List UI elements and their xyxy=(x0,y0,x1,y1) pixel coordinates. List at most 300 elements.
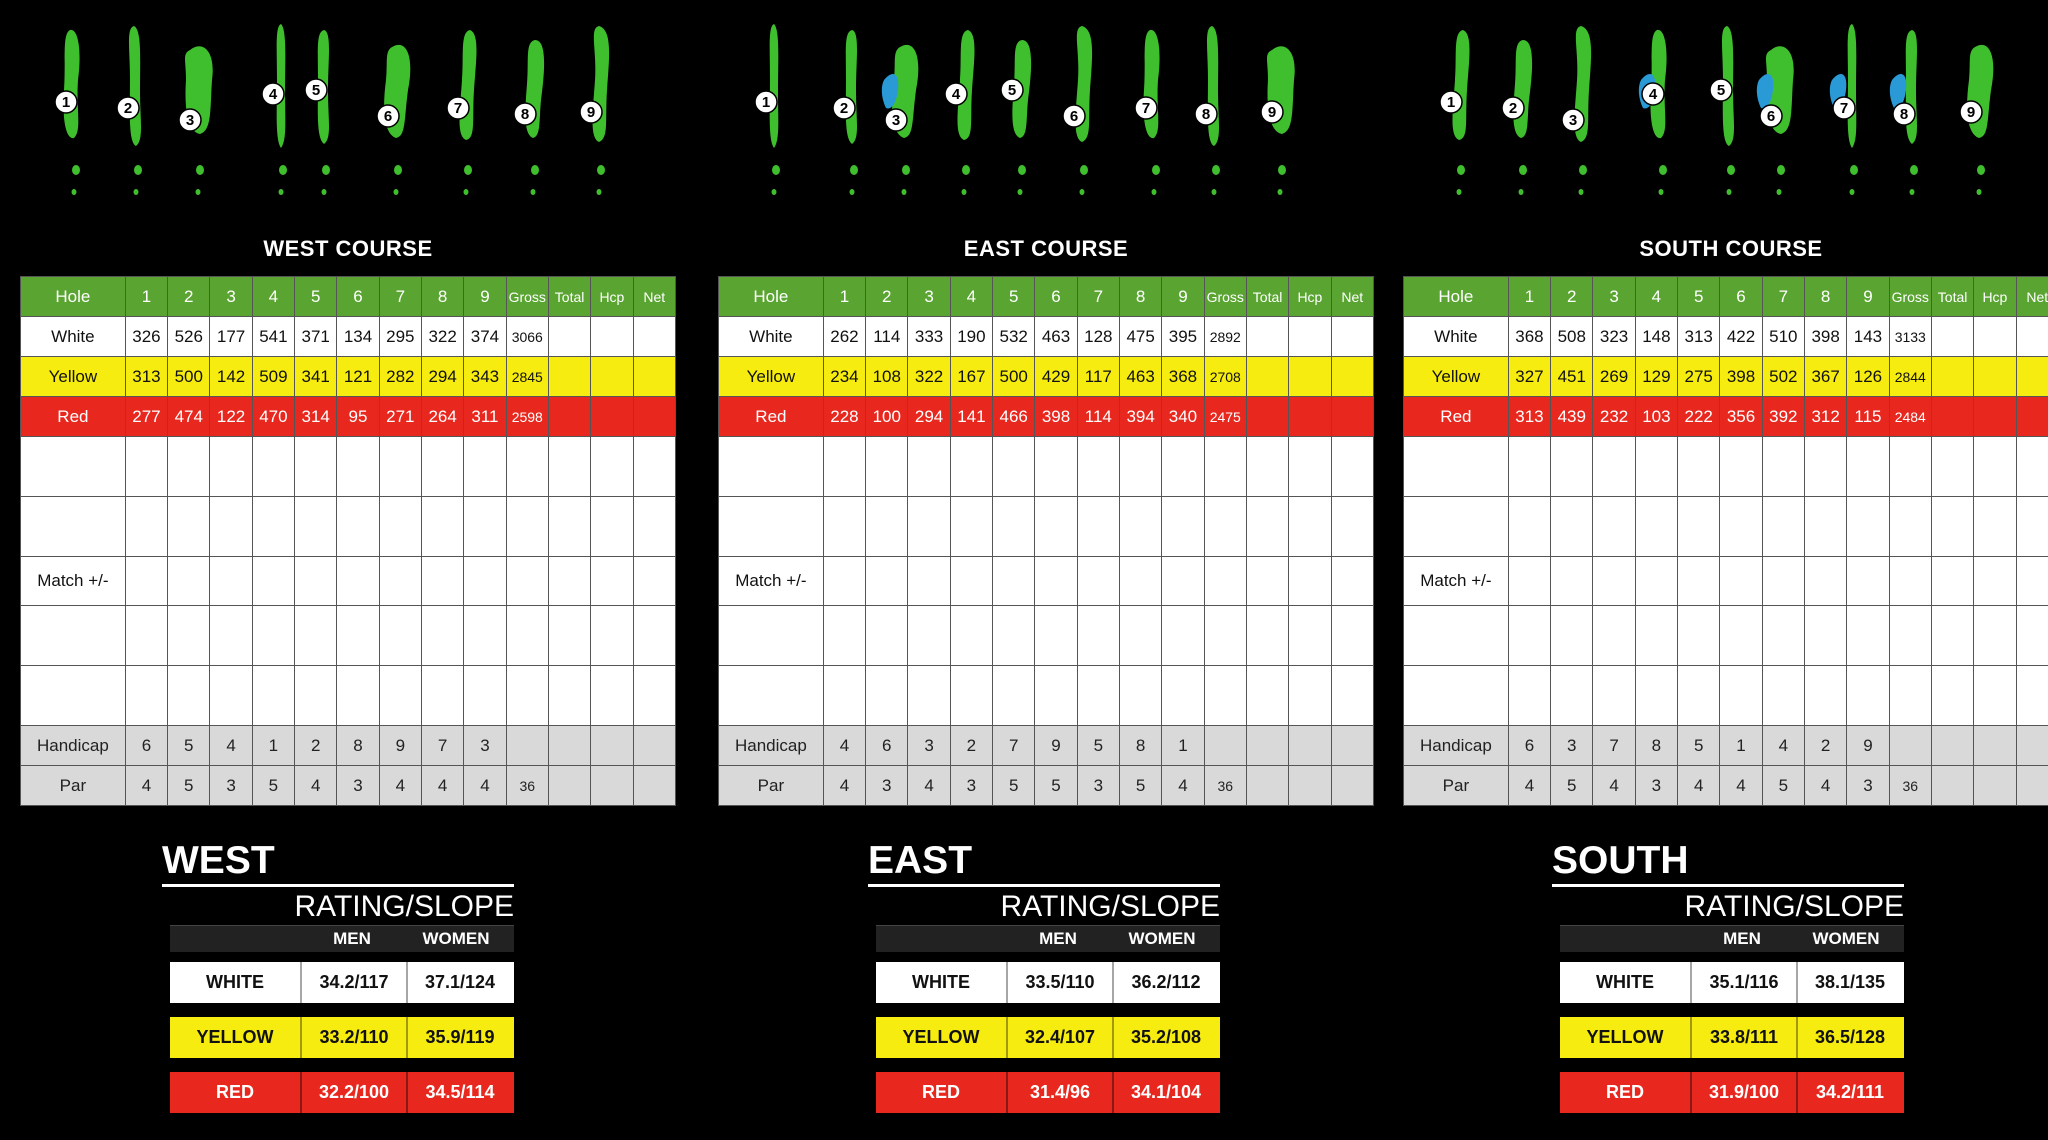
score-cell[interactable] xyxy=(1974,437,2016,497)
score-cell[interactable] xyxy=(1804,666,1846,726)
score-cell[interactable] xyxy=(633,606,675,666)
score-cell[interactable] xyxy=(950,606,992,666)
score-cell[interactable] xyxy=(168,437,210,497)
score-cell[interactable] xyxy=(1762,606,1804,666)
score-cell: 314 xyxy=(295,397,337,437)
hole-map-4 xyxy=(938,20,994,220)
score-cell[interactable] xyxy=(337,666,379,726)
score-cell[interactable] xyxy=(210,497,252,557)
score-cell[interactable] xyxy=(2016,606,2048,666)
hole-map-9 xyxy=(573,20,629,220)
score-cell[interactable] xyxy=(1246,606,1288,666)
score-cell[interactable] xyxy=(1593,557,1635,606)
tee-box xyxy=(1579,165,1587,175)
score-cell: 2 xyxy=(1551,277,1593,317)
hole-number: 6 xyxy=(1766,108,1776,125)
tee-box xyxy=(1212,165,1220,175)
score-cell[interactable] xyxy=(633,497,675,557)
hole-number: 1 xyxy=(1446,94,1456,111)
score-cell[interactable] xyxy=(168,606,210,666)
score-cell[interactable] xyxy=(1508,497,1550,557)
score-cell[interactable] xyxy=(295,497,337,557)
score-cell[interactable] xyxy=(591,557,633,606)
score-cell[interactable] xyxy=(337,437,379,497)
row-label xyxy=(21,497,126,557)
score-cell[interactable] xyxy=(633,437,675,497)
score-cell[interactable] xyxy=(1077,437,1119,497)
score-cell[interactable] xyxy=(1551,437,1593,497)
score-cell[interactable] xyxy=(506,557,548,606)
hole-number: 7 xyxy=(1141,100,1151,117)
score-cell[interactable] xyxy=(295,666,337,726)
score-cell[interactable] xyxy=(993,666,1035,726)
score-cell[interactable] xyxy=(548,606,590,666)
row-label xyxy=(1404,497,1509,557)
score-cell[interactable] xyxy=(1804,497,1846,557)
rating-row-yellow xyxy=(876,1017,1220,1058)
score-cell[interactable] xyxy=(379,606,421,666)
player-score-row xyxy=(719,606,1374,666)
tee-box xyxy=(1659,189,1664,195)
score-cell[interactable] xyxy=(1720,606,1762,666)
score-cell[interactable] xyxy=(1678,437,1720,497)
score-cell: 368 xyxy=(1162,357,1204,397)
score-cell[interactable] xyxy=(1635,606,1677,666)
score-cell[interactable] xyxy=(823,497,865,557)
score-cell: 4 xyxy=(1593,766,1635,806)
score-cell[interactable] xyxy=(908,437,950,497)
score-cell[interactable] xyxy=(2016,437,2048,497)
score-cell[interactable] xyxy=(421,557,463,606)
score-cell[interactable] xyxy=(337,497,379,557)
score-cell[interactable] xyxy=(210,666,252,726)
score-cell[interactable] xyxy=(1508,666,1550,726)
score-cell[interactable] xyxy=(1678,666,1720,726)
fairway-shape xyxy=(1207,26,1219,146)
score-cell[interactable] xyxy=(1289,666,1331,726)
score-cell: 502 xyxy=(1762,357,1804,397)
match-row xyxy=(21,557,676,606)
women-rating: 34.2/111 xyxy=(1796,1072,1902,1113)
score-cell[interactable] xyxy=(125,606,167,666)
score-cell[interactable] xyxy=(295,437,337,497)
score-cell[interactable] xyxy=(506,666,548,726)
score-cell[interactable] xyxy=(823,606,865,666)
score-cell[interactable] xyxy=(464,437,506,497)
fairway-shape xyxy=(63,30,79,138)
score-cell: 3 xyxy=(908,726,950,766)
score-cell[interactable] xyxy=(1331,666,1373,726)
score-cell[interactable] xyxy=(1762,557,1804,606)
score-cell[interactable] xyxy=(1804,606,1846,666)
score-cell: 114 xyxy=(866,317,908,357)
score-cell[interactable] xyxy=(823,666,865,726)
hole-number: 5 xyxy=(1007,82,1017,99)
score-cell[interactable] xyxy=(1593,666,1635,726)
score-cell[interactable] xyxy=(1593,437,1635,497)
score-cell[interactable] xyxy=(379,557,421,606)
score-cell[interactable] xyxy=(252,497,294,557)
score-cell[interactable] xyxy=(464,666,506,726)
fairway-shape xyxy=(846,30,857,144)
score-cell[interactable] xyxy=(2016,557,2048,606)
score-cell[interactable] xyxy=(1077,666,1119,726)
score-cell[interactable] xyxy=(1077,606,1119,666)
tee-box xyxy=(1018,165,1026,175)
score-cell: 117 xyxy=(1077,357,1119,397)
score-cell[interactable] xyxy=(1119,557,1161,606)
score-cell: 9 xyxy=(464,277,506,317)
player-score-row xyxy=(719,437,1374,497)
score-cell[interactable] xyxy=(1035,666,1077,726)
score-cell: 1 xyxy=(1720,726,1762,766)
score-cell[interactable] xyxy=(379,437,421,497)
score-cell: 228 xyxy=(823,397,865,437)
score-cell: 2892 xyxy=(1204,317,1246,357)
score-cell: 8 xyxy=(1635,726,1677,766)
score-cell: 5 xyxy=(1119,766,1161,806)
score-cell[interactable] xyxy=(1931,666,1973,726)
score-cell xyxy=(1931,357,1973,397)
score-cell[interactable] xyxy=(1508,557,1550,606)
score-cell: 282 xyxy=(379,357,421,397)
hole-map-3 xyxy=(878,20,934,220)
score-cell: 311 xyxy=(464,397,506,437)
score-cell[interactable] xyxy=(421,666,463,726)
score-cell[interactable] xyxy=(421,437,463,497)
score-cell[interactable] xyxy=(337,557,379,606)
score-cell[interactable] xyxy=(252,557,294,606)
hole-map-6 xyxy=(370,20,426,220)
tee-name: RED xyxy=(215,1082,254,1102)
score-cell[interactable] xyxy=(421,497,463,557)
score-cell[interactable] xyxy=(210,557,252,606)
score-cell[interactable] xyxy=(1204,557,1246,606)
score-cell: 121 xyxy=(337,357,379,397)
score-cell[interactable] xyxy=(548,666,590,726)
score-cell[interactable] xyxy=(1889,606,1931,666)
score-cell[interactable] xyxy=(337,606,379,666)
score-cell[interactable] xyxy=(1077,557,1119,606)
score-cell[interactable] xyxy=(1931,497,1973,557)
score-cell[interactable] xyxy=(168,557,210,606)
men-rating: 33.2/110 xyxy=(300,1017,406,1058)
score-cell: 2 xyxy=(1804,726,1846,766)
score-cell[interactable] xyxy=(1035,437,1077,497)
score-cell[interactable] xyxy=(1974,557,2016,606)
score-cell[interactable] xyxy=(379,497,421,557)
score-cell: 2844 xyxy=(1889,357,1931,397)
score-cell[interactable] xyxy=(1635,557,1677,606)
score-cell[interactable] xyxy=(125,557,167,606)
score-cell[interactable] xyxy=(2016,666,2048,726)
score-cell[interactable] xyxy=(1720,666,1762,726)
score-cell[interactable] xyxy=(1204,606,1246,666)
hole-number: 2 xyxy=(1508,100,1518,117)
tee-box xyxy=(1579,189,1584,195)
score-cell[interactable] xyxy=(1931,606,1973,666)
score-cell[interactable] xyxy=(464,497,506,557)
score-cell[interactable] xyxy=(1551,606,1593,666)
score-cell[interactable] xyxy=(1678,557,1720,606)
score-cell[interactable] xyxy=(1931,437,1973,497)
score-cell: 126 xyxy=(1847,357,1889,397)
match-row xyxy=(719,557,1374,606)
rating-row-yellow xyxy=(170,1017,514,1058)
score-cell[interactable] xyxy=(591,497,633,557)
score-cell[interactable] xyxy=(125,437,167,497)
score-cell[interactable] xyxy=(252,606,294,666)
score-cell[interactable] xyxy=(1035,557,1077,606)
row-label: Par xyxy=(719,766,824,806)
women-rating: 35.2/108 xyxy=(1112,1017,1218,1058)
score-cell: 5 xyxy=(252,766,294,806)
score-cell[interactable] xyxy=(1931,557,1973,606)
score-cell[interactable] xyxy=(1889,557,1931,606)
score-cell[interactable] xyxy=(1508,437,1550,497)
score-cell: 8 xyxy=(337,726,379,766)
score-cell: 340 xyxy=(1162,397,1204,437)
score-cell[interactable] xyxy=(1331,606,1373,666)
score-cell[interactable] xyxy=(866,497,908,557)
score-cell[interactable] xyxy=(252,437,294,497)
score-cell xyxy=(1331,766,1373,806)
tee-box xyxy=(464,165,472,175)
score-cell[interactable] xyxy=(464,557,506,606)
score-cell[interactable] xyxy=(950,666,992,726)
score-cell[interactable] xyxy=(1508,606,1550,666)
score-cell[interactable] xyxy=(125,497,167,557)
score-cell[interactable] xyxy=(1119,437,1161,497)
score-cell[interactable] xyxy=(591,666,633,726)
score-cell[interactable] xyxy=(1678,497,1720,557)
score-cell[interactable] xyxy=(125,666,167,726)
score-cell[interactable] xyxy=(908,557,950,606)
score-cell: 103 xyxy=(1635,397,1677,437)
score-cell: 500 xyxy=(168,357,210,397)
score-cell[interactable] xyxy=(1635,437,1677,497)
score-cell[interactable] xyxy=(548,557,590,606)
score-cell: 1 xyxy=(823,277,865,317)
score-cell[interactable] xyxy=(1162,606,1204,666)
score-cell[interactable] xyxy=(1162,497,1204,557)
score-cell[interactable] xyxy=(591,606,633,666)
score-cell[interactable] xyxy=(950,557,992,606)
score-cell[interactable] xyxy=(1119,606,1161,666)
score-cell[interactable] xyxy=(908,666,950,726)
score-cell[interactable] xyxy=(993,606,1035,666)
score-cell[interactable] xyxy=(1246,557,1288,606)
score-cell[interactable] xyxy=(1974,497,2016,557)
score-cell[interactable] xyxy=(1635,666,1677,726)
tee-box xyxy=(1727,189,1732,195)
score-cell[interactable] xyxy=(908,497,950,557)
score-cell[interactable] xyxy=(1289,437,1331,497)
score-cell: 371 xyxy=(295,317,337,357)
score-cell[interactable] xyxy=(1762,437,1804,497)
score-cell: 6 xyxy=(1035,277,1077,317)
row-label: Match +/- xyxy=(719,557,824,606)
west-hole-maps xyxy=(20,20,676,225)
tee-name: WHITE xyxy=(1596,972,1654,992)
score-cell[interactable] xyxy=(866,437,908,497)
score-cell[interactable] xyxy=(866,666,908,726)
score-cell[interactable] xyxy=(295,606,337,666)
score-cell[interactable] xyxy=(1551,497,1593,557)
score-cell[interactable] xyxy=(1678,606,1720,666)
score-cell[interactable] xyxy=(993,557,1035,606)
player-score-row xyxy=(21,497,676,557)
score-cell[interactable] xyxy=(823,437,865,497)
score-cell[interactable] xyxy=(1204,437,1246,497)
score-cell: 5 xyxy=(168,766,210,806)
score-cell[interactable] xyxy=(1720,557,1762,606)
east-course xyxy=(718,0,1374,1140)
score-cell[interactable] xyxy=(168,497,210,557)
tee-box xyxy=(1777,165,1785,175)
player-score-row xyxy=(21,437,676,497)
score-cell: 222 xyxy=(1678,397,1720,437)
score-cell: 6 xyxy=(337,277,379,317)
score-cell[interactable] xyxy=(1551,666,1593,726)
score-cell[interactable] xyxy=(1551,557,1593,606)
score-cell[interactable] xyxy=(1974,666,2016,726)
score-cell[interactable] xyxy=(506,606,548,666)
score-cell[interactable] xyxy=(823,557,865,606)
score-cell[interactable] xyxy=(1889,497,1931,557)
score-cell[interactable] xyxy=(908,606,950,666)
score-cell[interactable] xyxy=(464,606,506,666)
score-cell: 326 xyxy=(125,317,167,357)
tee-box xyxy=(394,165,402,175)
score-cell[interactable] xyxy=(1289,557,1331,606)
score-cell: 463 xyxy=(1119,357,1161,397)
score-cell[interactable] xyxy=(1974,606,2016,666)
score-cell[interactable] xyxy=(1889,437,1931,497)
score-cell xyxy=(2016,317,2048,357)
score-cell[interactable] xyxy=(1035,606,1077,666)
score-cell xyxy=(1289,726,1331,766)
score-cell: 128 xyxy=(1077,317,1119,357)
score-cell[interactable] xyxy=(1162,666,1204,726)
score-cell: 313 xyxy=(125,357,167,397)
score-cell[interactable] xyxy=(1289,497,1331,557)
score-cell[interactable] xyxy=(1889,666,1931,726)
score-cell[interactable] xyxy=(1331,437,1373,497)
score-cell[interactable] xyxy=(1246,497,1288,557)
score-cell xyxy=(1246,357,1288,397)
score-cell[interactable] xyxy=(252,666,294,726)
score-cell[interactable] xyxy=(993,437,1035,497)
score-cell[interactable] xyxy=(1762,666,1804,726)
score-cell xyxy=(1931,766,1973,806)
score-cell[interactable] xyxy=(506,497,548,557)
score-cell[interactable] xyxy=(1847,666,1889,726)
handicap-row xyxy=(719,726,1374,766)
score-cell[interactable] xyxy=(1119,497,1161,557)
men-rating: 33.5/110 xyxy=(1006,962,1112,1003)
score-cell[interactable] xyxy=(1635,497,1677,557)
row-label: White xyxy=(1404,317,1509,357)
score-cell[interactable] xyxy=(1331,557,1373,606)
score-cell[interactable] xyxy=(591,437,633,497)
red-tee-row xyxy=(719,397,1374,437)
score-cell[interactable] xyxy=(1593,606,1635,666)
score-cell[interactable] xyxy=(1289,606,1331,666)
score-cell[interactable] xyxy=(168,666,210,726)
score-cell[interactable] xyxy=(1847,437,1889,497)
score-cell[interactable] xyxy=(295,557,337,606)
player-score-row xyxy=(1404,666,2048,726)
score-cell[interactable] xyxy=(1847,497,1889,557)
score-cell[interactable] xyxy=(379,666,421,726)
score-cell[interactable] xyxy=(633,557,675,606)
tee-box xyxy=(1977,165,1985,175)
tee-box xyxy=(597,189,602,195)
score-cell[interactable] xyxy=(1246,437,1288,497)
score-cell[interactable] xyxy=(1204,666,1246,726)
rating-course-name: WEST xyxy=(162,838,514,887)
score-cell[interactable] xyxy=(1162,437,1204,497)
score-cell[interactable] xyxy=(1720,497,1762,557)
score-cell[interactable] xyxy=(993,497,1035,557)
score-cell: 269 xyxy=(1593,357,1635,397)
score-cell[interactable] xyxy=(548,497,590,557)
score-cell[interactable] xyxy=(506,437,548,497)
score-cell[interactable] xyxy=(1162,557,1204,606)
score-cell[interactable] xyxy=(548,437,590,497)
fairway-shape xyxy=(1453,30,1470,140)
hole-header-row xyxy=(21,277,676,317)
score-cell[interactable] xyxy=(210,606,252,666)
score-cell[interactable] xyxy=(210,437,252,497)
red-tee-row xyxy=(21,397,676,437)
tee-box xyxy=(1659,165,1667,175)
score-cell[interactable] xyxy=(866,557,908,606)
score-cell[interactable] xyxy=(1331,497,1373,557)
score-cell[interactable] xyxy=(2016,497,2048,557)
score-cell[interactable] xyxy=(1204,497,1246,557)
score-cell[interactable] xyxy=(1804,557,1846,606)
score-cell[interactable] xyxy=(1720,437,1762,497)
score-cell[interactable] xyxy=(421,606,463,666)
score-cell[interactable] xyxy=(633,666,675,726)
score-cell[interactable] xyxy=(950,437,992,497)
score-cell: 36 xyxy=(1204,766,1246,806)
score-cell[interactable] xyxy=(1593,497,1635,557)
score-cell: 294 xyxy=(908,397,950,437)
tee-box xyxy=(1519,189,1524,195)
score-cell: 474 xyxy=(168,397,210,437)
tee-col-header xyxy=(876,926,1006,952)
score-cell[interactable] xyxy=(1847,606,1889,666)
score-cell[interactable] xyxy=(1847,557,1889,606)
par-row xyxy=(719,766,1374,806)
score-cell[interactable] xyxy=(950,497,992,557)
score-cell: 3 xyxy=(866,766,908,806)
row-label: Par xyxy=(21,766,126,806)
tee-box xyxy=(464,189,469,195)
score-cell[interactable] xyxy=(1077,497,1119,557)
hole-map-8 xyxy=(507,20,563,220)
score-cell[interactable] xyxy=(1762,497,1804,557)
score-cell[interactable] xyxy=(1246,666,1288,726)
score-cell[interactable] xyxy=(1035,497,1077,557)
score-cell[interactable] xyxy=(866,606,908,666)
score-cell[interactable] xyxy=(1119,666,1161,726)
score-cell[interactable] xyxy=(1804,437,1846,497)
rating-course-name: SOUTH xyxy=(1552,838,1904,887)
